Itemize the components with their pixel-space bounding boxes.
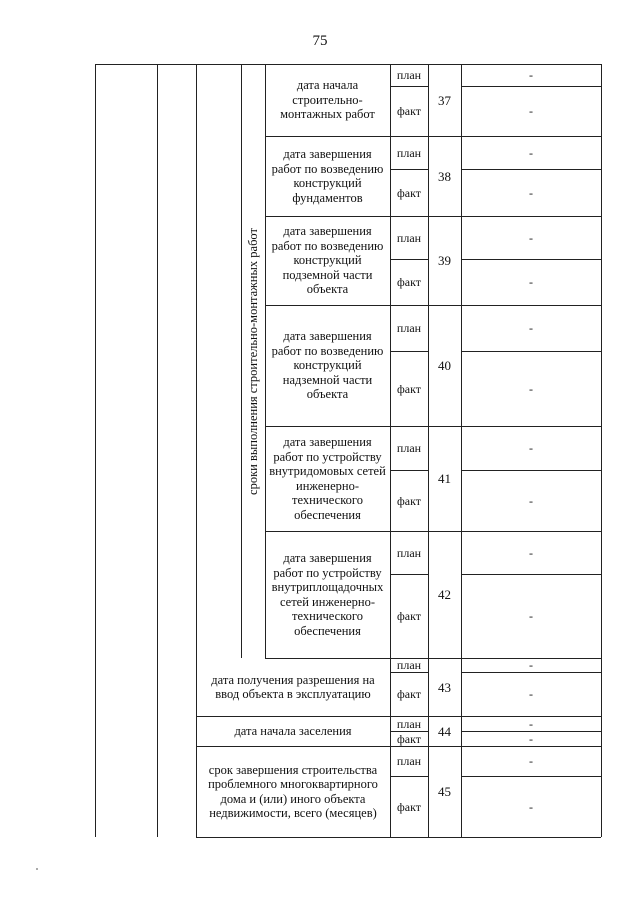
row-41-plan-label: план — [396, 441, 422, 455]
row-45-fact-value: - — [529, 799, 533, 814]
row-45-fact-label: факт — [396, 799, 422, 814]
page-number: 75 — [312, 33, 328, 49]
row-37-plan-label: план — [396, 68, 422, 82]
row-41-label: дата завершения работ по устройству внутридомовых сетей инженерно-технического обеспечения — [269, 435, 386, 522]
row-43-fact-label: факт — [396, 687, 422, 701]
row-43-label: дата получения разрешения на ввод объекта в эксплуатацию — [211, 672, 375, 701]
row-42-label: дата завершения работ по устройству внутриплощадочных сетей инженерно-технического обеспечения — [271, 551, 384, 638]
row-45-plan-value: - — [529, 754, 533, 768]
row-38-fact-value: - — [529, 185, 533, 200]
row-39-plan-value: - — [529, 230, 533, 245]
row-38-label: дата завершения работ по возведению конструкций фундаментов — [271, 147, 384, 205]
row-39-number: 39 — [438, 253, 451, 268]
row-40-fact-value: - — [529, 381, 533, 396]
row-42-plan-value: - — [529, 545, 533, 560]
row-43-plan-value: - — [529, 658, 533, 672]
row-44-fact-label: факт — [396, 731, 422, 746]
row-40-plan-label: план — [396, 321, 422, 335]
row-42-fact-value: - — [529, 609, 533, 623]
row-42-fact-label: факт — [396, 609, 422, 623]
row-45-label: срок завершения строительства проблемного многоквартирного дома и (или) иного объекта недвижимости, всего (месяцев) — [208, 762, 378, 820]
row-43-fact-value: - — [529, 687, 533, 701]
row-42-number: 42 — [438, 587, 451, 602]
row-44-plan-label: план — [396, 716, 422, 731]
row-41-fact-label: факт — [396, 493, 422, 508]
row-44-plan-value: - — [529, 716, 533, 731]
row-40-number: 40 — [438, 358, 451, 373]
row-37-label: дата начала строительно-монтажных работ — [280, 78, 375, 122]
row-37-fact-label: факт — [396, 104, 422, 118]
row-37-plan-value: - — [529, 68, 533, 82]
row-39-label: дата завершения работ по возведению конструкций подземной части объекта — [271, 224, 384, 297]
row-37-number: 37 — [438, 92, 451, 108]
row-41-fact-value: - — [529, 493, 533, 508]
row-44-number: 44 — [438, 723, 451, 739]
row-38-plan-label: план — [396, 145, 422, 160]
row-43-plan-label: план — [396, 658, 422, 672]
row-37-fact-value: - — [529, 104, 533, 118]
row-40-label: дата завершения работ по возведению конструкций надземной части объекта — [271, 329, 384, 402]
row-42-plan-label: план — [396, 545, 422, 560]
row-44-fact-value: - — [529, 731, 533, 746]
vertical-header-label: сроки выполнения строительно-монтажных работ — [245, 227, 260, 495]
row-44-label: дата начала заселения — [234, 723, 352, 738]
construction-works-deadlines-header — [241, 64, 265, 658]
row-38-plan-value: - — [529, 145, 533, 160]
row-38-number: 38 — [438, 168, 451, 184]
row-45-plan-label: план — [396, 754, 422, 768]
row-45-number: 45 — [438, 784, 451, 799]
row-40-plan-value: - — [529, 321, 533, 335]
row-39-fact-value: - — [529, 275, 533, 289]
row-41-number: 41 — [438, 471, 451, 486]
scan-speck — [36, 868, 38, 870]
row-41-plan-value: - — [529, 441, 533, 455]
row-39-fact-label: факт — [396, 275, 422, 289]
row-39-plan-label: план — [396, 230, 422, 245]
row-43-number: 43 — [438, 679, 451, 695]
row-40-fact-label: факт — [396, 381, 422, 396]
row-38-fact-label: факт — [396, 185, 422, 200]
